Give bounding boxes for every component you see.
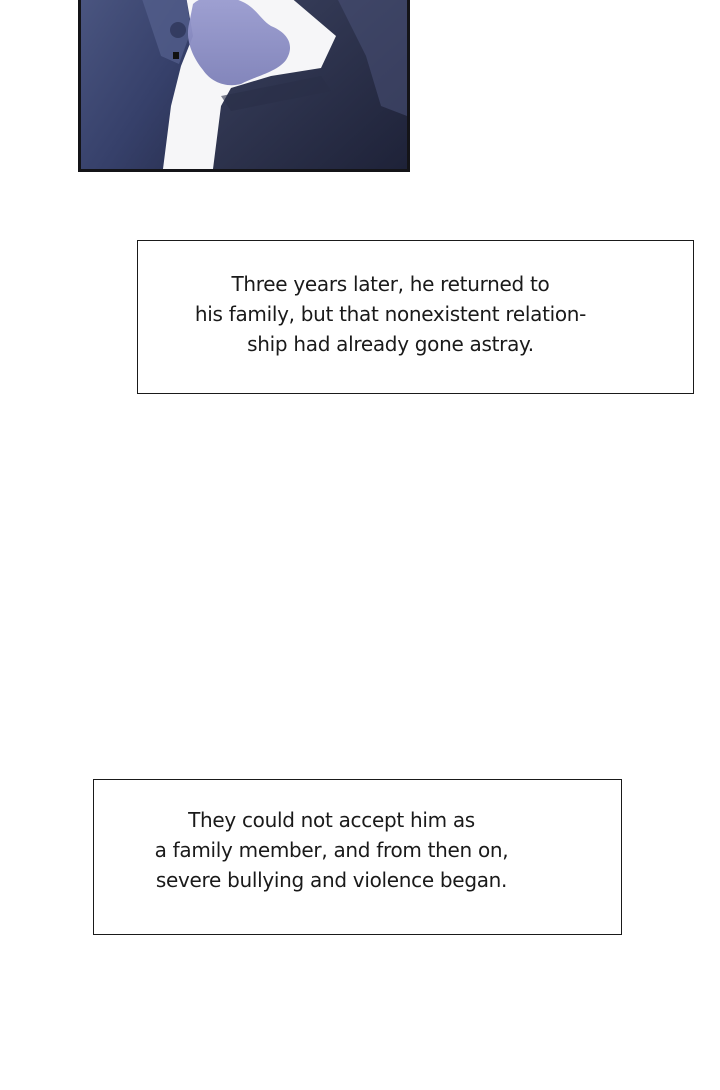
narration-caption-text-2 (155, 805, 509, 895)
caption-line: Three years later, he returned to (231, 272, 550, 296)
narration-caption-box-2 (93, 779, 622, 935)
caption-line: They could not accept him as (188, 808, 475, 832)
caption-line: severe bullying and violence began. (155, 868, 508, 892)
comic-panel-illustration (81, 0, 407, 169)
comic-panel (78, 0, 410, 172)
narration-caption-text-1 (195, 269, 586, 359)
caption-line: his family, but that nonexistent relation- (194, 302, 587, 326)
narration-caption-box-1 (137, 240, 694, 394)
caption-line: ship had already gone astray. (247, 332, 534, 356)
caption-line: a family member, and from then on, (154, 838, 509, 862)
